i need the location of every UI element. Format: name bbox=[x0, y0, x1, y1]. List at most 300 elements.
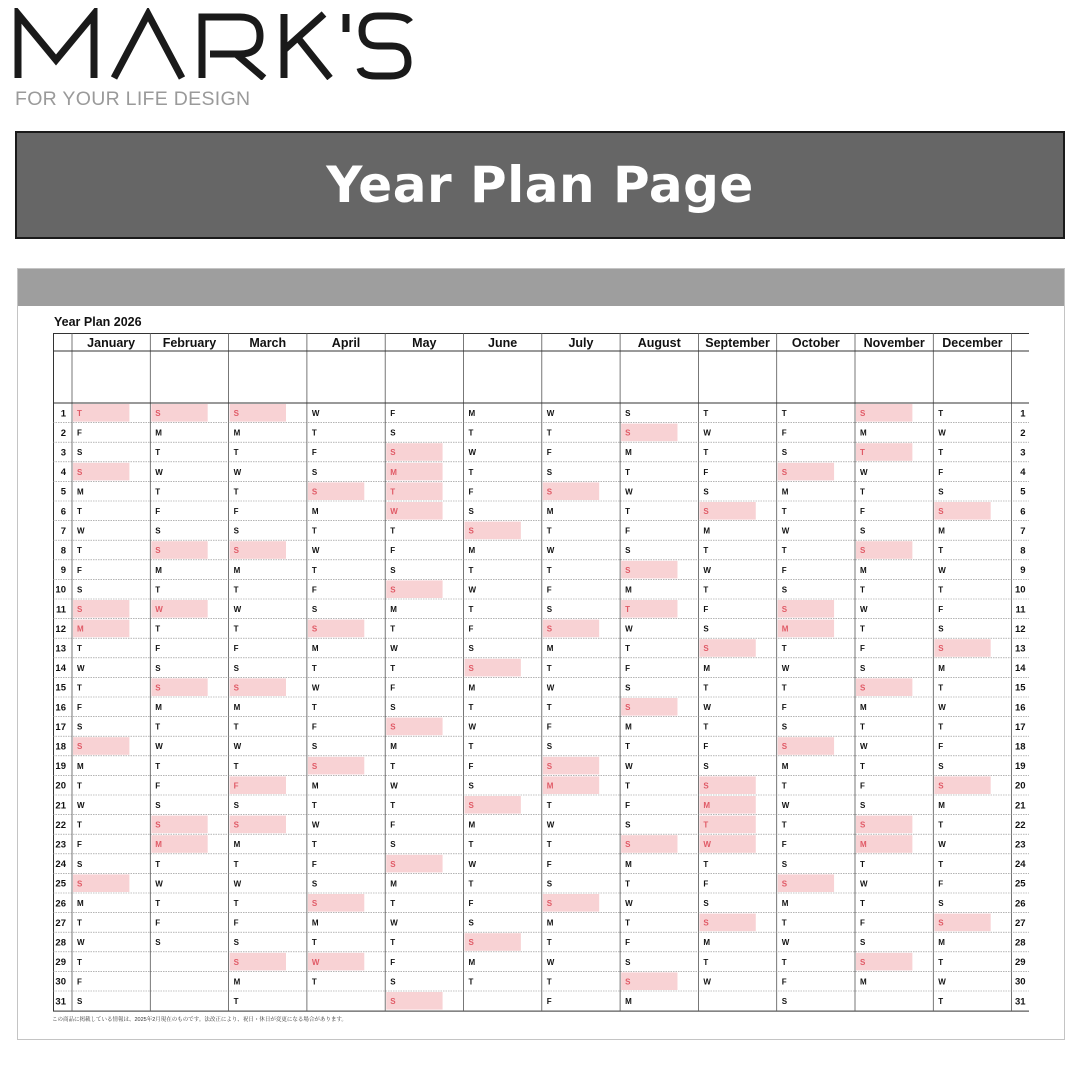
weekday-letter: S bbox=[468, 507, 474, 516]
weekday-letter: T bbox=[468, 742, 474, 752]
weekday-letter: T bbox=[233, 722, 239, 732]
weekday-letter: S bbox=[703, 487, 709, 497]
weekday-letter: S bbox=[155, 546, 161, 556]
weekday-letter: S bbox=[77, 605, 83, 614]
weekday-letter: T bbox=[781, 781, 787, 791]
weekday-letter: T bbox=[311, 526, 317, 536]
weekday-letter: T bbox=[311, 663, 317, 673]
weekday-letter: S bbox=[938, 487, 944, 497]
weekday-letter: T bbox=[233, 624, 239, 634]
weekday-letter: T bbox=[625, 879, 630, 889]
weekday-letter: F bbox=[390, 957, 396, 967]
weekday-letter: S bbox=[625, 409, 631, 418]
weekday-letter: S bbox=[781, 742, 788, 752]
weekday-letter: T bbox=[781, 507, 787, 516]
weekday-letter: M bbox=[625, 722, 632, 732]
weekday-letter: S bbox=[390, 448, 396, 458]
weekday-letter: M bbox=[311, 644, 319, 654]
weekday-letter: S bbox=[233, 526, 239, 536]
weekday-letter: T bbox=[77, 644, 82, 654]
day-number-right: 25 bbox=[1015, 878, 1026, 890]
weekday-letter: S bbox=[703, 918, 709, 928]
weekday-letter: F bbox=[703, 467, 709, 477]
weekday-letter: W bbox=[77, 526, 85, 536]
weekday-letter: S bbox=[468, 781, 474, 791]
weekday-letter: T bbox=[546, 526, 552, 536]
weekday-letter: W bbox=[938, 840, 946, 850]
weekday-letter: S bbox=[938, 899, 944, 908]
weekday-letter: S bbox=[468, 526, 474, 536]
weekday-letter: T bbox=[938, 722, 944, 732]
weekday-letter: W bbox=[938, 703, 946, 712]
weekday-letter: S bbox=[390, 859, 396, 869]
weekday-letter: S bbox=[155, 938, 161, 948]
weekday-letter: M bbox=[781, 899, 789, 908]
weekday-letter: M bbox=[233, 703, 241, 712]
weekday-letter: S bbox=[77, 879, 83, 889]
weekday-letter: T bbox=[468, 565, 474, 575]
day-number-right: 10 bbox=[1015, 584, 1026, 596]
day-number-right: 19 bbox=[1015, 761, 1026, 773]
weekday-letter: M bbox=[155, 565, 162, 575]
weekday-letter: S bbox=[625, 428, 631, 438]
weekday-letter: S bbox=[546, 467, 553, 477]
marks-logo-mark bbox=[14, 8, 414, 80]
month-header: September bbox=[705, 336, 770, 350]
day-number-right: 2 bbox=[1020, 427, 1026, 439]
weekday-letter: T bbox=[155, 722, 161, 732]
weekday-letter: T bbox=[703, 722, 709, 732]
weekday-letter: S bbox=[233, 938, 239, 948]
weekday-letter: T bbox=[938, 448, 944, 458]
weekday-letter: S bbox=[625, 703, 631, 712]
weekday-letter: M bbox=[703, 938, 711, 948]
weekday-letter: T bbox=[233, 761, 239, 771]
weekday-letter: T bbox=[703, 409, 709, 418]
weekday-letter: F bbox=[155, 781, 161, 791]
weekday-letter: F bbox=[546, 859, 552, 869]
weekday-letter: M bbox=[77, 761, 84, 771]
weekday-letter: T bbox=[781, 546, 787, 556]
day-number-left: 10 bbox=[55, 584, 66, 596]
weekday-letter: S bbox=[155, 663, 161, 673]
weekday-letter: T bbox=[860, 585, 865, 595]
weekday-letter: W bbox=[233, 879, 242, 889]
weekday-letter: S bbox=[546, 487, 553, 497]
day-number-right: 24 bbox=[1015, 859, 1026, 871]
banner-title: Year Plan Page bbox=[326, 156, 754, 214]
day-number-right: 15 bbox=[1015, 682, 1026, 694]
weekday-letter: S bbox=[546, 761, 553, 771]
weekday-letter: W bbox=[155, 605, 163, 614]
weekday-letter: T bbox=[860, 448, 865, 458]
weekday-letter: T bbox=[77, 546, 82, 556]
day-number-left: 22 bbox=[55, 819, 66, 831]
weekday-letter: F bbox=[703, 879, 709, 889]
weekday-letter: T bbox=[77, 820, 82, 830]
weekday-letter: S bbox=[703, 644, 709, 654]
weekday-letter: T bbox=[155, 859, 161, 869]
weekday-letter: S bbox=[390, 722, 396, 732]
weekday-letter: T bbox=[860, 722, 865, 732]
weekday-letter: W bbox=[390, 781, 398, 791]
month-header: April bbox=[331, 336, 361, 350]
weekday-letter: S bbox=[233, 663, 239, 673]
weekday-letter: S bbox=[860, 663, 866, 673]
weekday-letter: M bbox=[390, 742, 397, 752]
weekday-letter: T bbox=[625, 781, 630, 791]
day-number-right: 28 bbox=[1015, 937, 1026, 949]
weekday-letter: W bbox=[311, 820, 320, 830]
weekday-letter: S bbox=[781, 585, 788, 595]
weekday-letter: M bbox=[703, 801, 711, 810]
weekday-letter: T bbox=[625, 507, 630, 516]
weekday-letter: S bbox=[625, 957, 631, 967]
day-number-left: 5 bbox=[60, 486, 66, 498]
weekday-letter: S bbox=[155, 409, 161, 418]
day-number-left: 6 bbox=[60, 506, 66, 518]
weekday-letter: M bbox=[77, 899, 84, 908]
weekday-letter: F bbox=[390, 546, 396, 556]
weekday-letter: F bbox=[233, 781, 239, 791]
weekday-letter: T bbox=[703, 585, 709, 595]
weekday-letter: T bbox=[155, 448, 161, 458]
weekday-letter: W bbox=[546, 409, 555, 418]
weekday-letter: M bbox=[311, 918, 319, 928]
day-number-left: 13 bbox=[55, 643, 66, 655]
weekday-letter: M bbox=[938, 526, 945, 536]
weekday-letter: S bbox=[860, 546, 866, 556]
weekday-letter: S bbox=[781, 722, 788, 732]
weekday-letter: T bbox=[468, 467, 474, 477]
day-number-left: 17 bbox=[55, 721, 66, 733]
weekday-letter: S bbox=[546, 879, 553, 889]
weekday-letter: W bbox=[703, 977, 711, 987]
weekday-letter: S bbox=[860, 683, 866, 693]
weekday-letter: M bbox=[938, 663, 945, 673]
day-number-left: 14 bbox=[55, 663, 66, 675]
weekday-letter: M bbox=[233, 428, 241, 438]
weekday-letter: S bbox=[938, 761, 944, 771]
weekday-letter: F bbox=[390, 683, 396, 693]
weekday-letter: S bbox=[311, 761, 318, 771]
weekday-letter: T bbox=[625, 742, 630, 752]
weekday-letter: M bbox=[860, 565, 867, 575]
weekday-letter: M bbox=[625, 859, 632, 869]
weekday-letter: S bbox=[860, 801, 866, 810]
weekday-letter: F bbox=[938, 742, 944, 752]
month-header: May bbox=[412, 336, 437, 350]
weekday-letter: T bbox=[703, 683, 709, 693]
weekday-letter: T bbox=[546, 840, 552, 850]
weekday-letter: T bbox=[703, 820, 709, 830]
weekday-letter: T bbox=[390, 801, 396, 810]
weekday-letter: S bbox=[546, 742, 553, 752]
weekday-letter: T bbox=[233, 997, 239, 1006]
weekday-letter: M bbox=[390, 605, 397, 614]
weekday-letter: S bbox=[546, 899, 553, 908]
weekday-letter: S bbox=[625, 977, 631, 987]
weekday-letter: S bbox=[781, 448, 788, 458]
weekday-letter: T bbox=[625, 918, 630, 928]
weekday-letter: F bbox=[155, 918, 161, 928]
day-number-right: 5 bbox=[1020, 486, 1026, 498]
weekday-letter: S bbox=[77, 722, 83, 732]
weekday-letter: W bbox=[781, 526, 790, 536]
weekday-letter: M bbox=[546, 918, 554, 928]
weekday-letter: T bbox=[625, 605, 630, 614]
weekday-letter: S bbox=[781, 605, 788, 614]
weekday-letter: T bbox=[155, 585, 161, 595]
weekday-letter: T bbox=[390, 526, 396, 536]
month-header: July bbox=[568, 336, 594, 350]
weekday-letter: W bbox=[390, 918, 398, 928]
grid-border bbox=[54, 334, 1030, 1012]
weekday-letter: M bbox=[155, 703, 162, 712]
weekday-letter: F bbox=[546, 448, 552, 458]
weekday-letter: T bbox=[390, 663, 396, 673]
weekday-letter: W bbox=[546, 546, 555, 556]
weekday-letter: T bbox=[546, 801, 552, 810]
weekday-letter: S bbox=[468, 918, 474, 928]
weekday-letter: M bbox=[390, 467, 397, 477]
day-number-right: 11 bbox=[1015, 604, 1026, 616]
weekday-letter: F bbox=[860, 507, 865, 516]
weekday-letter: T bbox=[546, 938, 552, 948]
month-header: March bbox=[249, 336, 287, 350]
month-header: October bbox=[791, 336, 840, 350]
weekday-letter: F bbox=[77, 840, 82, 850]
weekday-letter: F bbox=[311, 448, 317, 458]
weekday-letter: F bbox=[311, 859, 317, 869]
weekday-letter: F bbox=[781, 703, 787, 712]
weekday-letter: T bbox=[468, 977, 474, 987]
weekday-letter: F bbox=[390, 820, 396, 830]
weekday-letter: T bbox=[546, 663, 552, 673]
weekday-letter: M bbox=[468, 957, 476, 967]
weekday-letter: M bbox=[311, 507, 319, 516]
weekday-letter: T bbox=[781, 683, 787, 693]
weekday-letter: S bbox=[233, 801, 239, 810]
day-number-right: 12 bbox=[1015, 623, 1026, 635]
day-number-right: 31 bbox=[1015, 996, 1026, 1008]
weekday-letter: T bbox=[781, 644, 787, 654]
weekday-letter: T bbox=[703, 957, 709, 967]
weekday-letter: W bbox=[155, 467, 163, 477]
weekday-letter: T bbox=[860, 761, 865, 771]
plan-title: Year Plan 2026 bbox=[54, 315, 142, 329]
weekday-letter: W bbox=[938, 977, 946, 987]
day-number-left: 4 bbox=[60, 467, 66, 479]
weekday-letter: M bbox=[860, 977, 867, 987]
day-number-right: 7 bbox=[1020, 525, 1026, 537]
weekday-letter: T bbox=[938, 683, 944, 693]
weekday-letter: T bbox=[155, 624, 161, 634]
weekday-letter: S bbox=[703, 781, 709, 791]
weekday-letter: S bbox=[77, 585, 83, 595]
day-number-left: 27 bbox=[55, 917, 66, 929]
month-header: June bbox=[488, 336, 518, 350]
weekday-letter: T bbox=[77, 918, 82, 928]
weekday-letter: F bbox=[625, 663, 630, 673]
weekday-letter: S bbox=[938, 644, 944, 654]
weekday-letter: F bbox=[625, 526, 630, 536]
day-number-left: 16 bbox=[55, 702, 66, 714]
day-number-right: 27 bbox=[1015, 917, 1026, 929]
weekday-letter: M bbox=[233, 565, 241, 575]
day-number-right: 18 bbox=[1015, 741, 1026, 753]
weekday-letter: W bbox=[468, 448, 477, 458]
weekday-letter: F bbox=[77, 428, 82, 438]
weekday-letter: S bbox=[781, 997, 788, 1006]
weekday-letter: W bbox=[781, 938, 790, 948]
day-number-left: 7 bbox=[60, 525, 66, 537]
weekday-letter: W bbox=[311, 546, 320, 556]
day-number-right: 20 bbox=[1015, 780, 1026, 792]
weekday-letter: T bbox=[781, 820, 787, 830]
weekday-letter: T bbox=[390, 487, 396, 497]
weekday-letter: T bbox=[938, 409, 944, 418]
weekday-letter: T bbox=[311, 565, 317, 575]
weekday-letter: S bbox=[390, 565, 396, 575]
weekday-letter: T bbox=[233, 585, 239, 595]
weekday-letter: M bbox=[233, 977, 241, 987]
weekday-letter: S bbox=[703, 899, 709, 908]
weekday-letter: S bbox=[77, 997, 83, 1006]
weekday-letter: T bbox=[311, 938, 317, 948]
weekday-letter: F bbox=[781, 428, 787, 438]
weekday-letter: T bbox=[311, 840, 317, 850]
weekday-letter: F bbox=[546, 722, 552, 732]
weekday-letter: S bbox=[155, 820, 161, 830]
day-number-right: 26 bbox=[1015, 898, 1026, 910]
weekday-letter: S bbox=[311, 624, 318, 634]
weekday-letter: M bbox=[625, 585, 632, 595]
year-plan-sheet bbox=[17, 268, 1065, 1040]
weekday-letter: M bbox=[860, 840, 867, 850]
weekday-letter: S bbox=[781, 859, 788, 869]
weekday-letter: M bbox=[468, 409, 476, 418]
weekday-letter: S bbox=[233, 409, 239, 418]
weekday-letter: W bbox=[938, 565, 946, 575]
weekday-letter: T bbox=[155, 899, 161, 908]
weekday-letter: M bbox=[311, 781, 319, 791]
weekday-letter: M bbox=[390, 879, 397, 889]
weekday-letter: T bbox=[625, 467, 630, 477]
weekday-letter: S bbox=[625, 546, 631, 556]
month-header: December bbox=[942, 336, 1003, 350]
weekday-letter: S bbox=[311, 605, 318, 614]
weekday-letter: T bbox=[860, 859, 865, 869]
weekday-letter: M bbox=[703, 663, 711, 673]
weekday-letter: W bbox=[311, 409, 320, 418]
day-number-left: 15 bbox=[55, 682, 66, 694]
weekday-letter: T bbox=[703, 546, 709, 556]
weekday-letter: W bbox=[77, 801, 85, 810]
weekday-letter: S bbox=[390, 997, 396, 1006]
weekday-letter: S bbox=[625, 840, 631, 850]
weekday-letter: W bbox=[390, 644, 398, 654]
day-number-right: 9 bbox=[1020, 565, 1026, 577]
weekday-letter: T bbox=[390, 899, 396, 908]
weekday-letter: S bbox=[938, 781, 944, 791]
weekday-letter: M bbox=[546, 507, 554, 516]
weekday-letter: T bbox=[860, 624, 865, 634]
weekday-letter: W bbox=[546, 957, 555, 967]
weekday-letter: T bbox=[233, 487, 239, 497]
weekday-letter: M bbox=[938, 801, 945, 810]
weekday-letter: F bbox=[233, 507, 239, 516]
weekday-letter: S bbox=[860, 938, 866, 948]
weekday-letter: F bbox=[938, 879, 944, 889]
weekday-letter: S bbox=[233, 957, 239, 967]
weekday-letter: T bbox=[860, 899, 865, 908]
weekday-letter: F bbox=[938, 605, 944, 614]
weekday-letter: T bbox=[311, 428, 317, 438]
weekday-letter: S bbox=[390, 977, 396, 987]
weekday-letter: T bbox=[546, 977, 552, 987]
weekday-letter: M bbox=[781, 624, 789, 634]
weekday-letter: S bbox=[625, 683, 631, 693]
weekday-letter: S bbox=[468, 663, 474, 673]
weekday-letter: W bbox=[233, 605, 242, 614]
weekday-letter: F bbox=[155, 507, 161, 516]
day-number-left: 1 bbox=[60, 408, 66, 420]
day-number-right: 1 bbox=[1020, 408, 1026, 420]
weekday-letter: W bbox=[311, 683, 320, 693]
weekday-letter: T bbox=[155, 761, 161, 771]
weekday-letter: T bbox=[390, 761, 396, 771]
weekday-letter: W bbox=[77, 663, 85, 673]
weekday-letter: W bbox=[77, 938, 85, 948]
day-number-right: 29 bbox=[1015, 957, 1026, 969]
weekday-letter: S bbox=[860, 526, 866, 536]
day-number-right: 30 bbox=[1015, 976, 1026, 988]
weekday-letter: S bbox=[77, 467, 83, 477]
weekday-letter: T bbox=[311, 977, 317, 987]
weekday-letter: S bbox=[546, 624, 553, 634]
weekday-letter: F bbox=[468, 761, 474, 771]
day-number-right: 3 bbox=[1020, 447, 1026, 459]
weekday-letter: F bbox=[77, 703, 82, 712]
year-plan-grid-svg bbox=[53, 333, 1029, 1013]
weekday-letter: F bbox=[938, 467, 944, 477]
weekday-letter: W bbox=[860, 879, 868, 889]
weekday-letter: T bbox=[468, 879, 474, 889]
weekday-letter: T bbox=[233, 859, 239, 869]
weekday-letter: T bbox=[703, 859, 709, 869]
weekday-letter: M bbox=[546, 781, 554, 791]
weekday-letter: T bbox=[390, 624, 396, 634]
day-number-left: 29 bbox=[55, 957, 66, 969]
weekday-letter: W bbox=[938, 428, 946, 438]
weekday-letter: W bbox=[860, 467, 868, 477]
weekday-letter: W bbox=[468, 859, 477, 869]
weekday-letter: S bbox=[233, 683, 239, 693]
month-header: August bbox=[637, 336, 681, 350]
weekday-letter: W bbox=[781, 801, 790, 810]
weekday-letter: F bbox=[77, 977, 82, 987]
weekday-letter: S bbox=[155, 683, 161, 693]
weekday-letter: T bbox=[860, 487, 865, 497]
weekday-letter: S bbox=[311, 899, 318, 908]
day-number-right: 8 bbox=[1020, 545, 1026, 557]
weekday-letter: M bbox=[625, 448, 632, 458]
weekday-letter: T bbox=[77, 409, 82, 418]
weekday-letter: S bbox=[311, 742, 318, 752]
weekday-letter: F bbox=[781, 977, 787, 987]
day-number-right: 23 bbox=[1015, 839, 1026, 851]
